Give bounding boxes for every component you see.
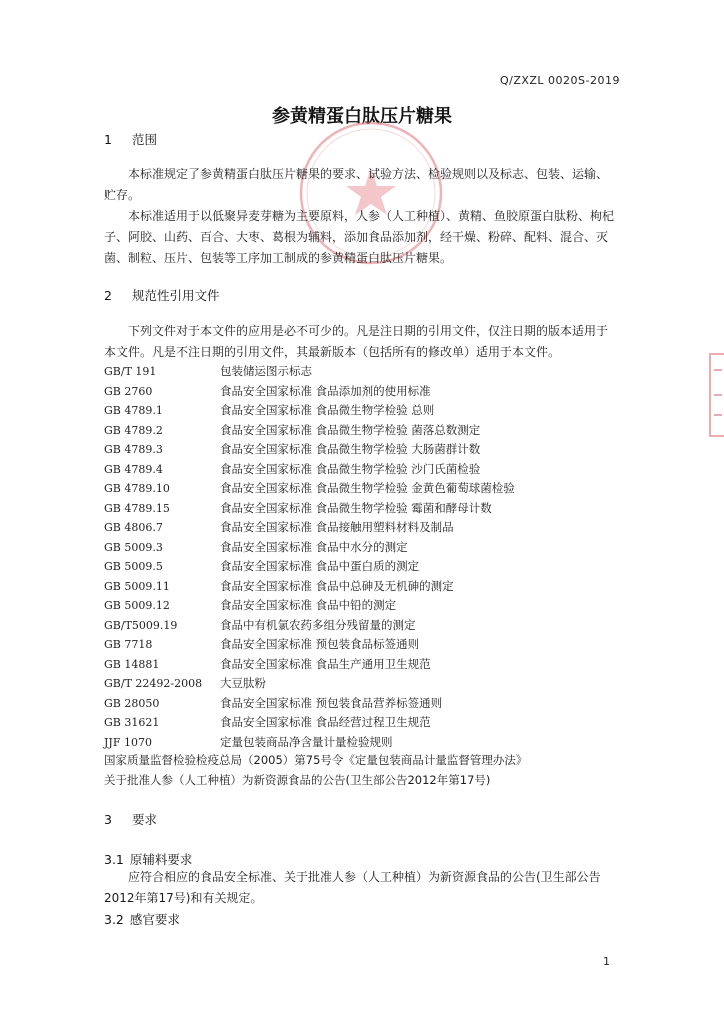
reference-item [104, 596, 624, 616]
scope-paragraph-1: 本标准规定了参黄精蛋白肽压片糖果的要求、试验方法、检验规则以及标志、包装、运输、贮存。 [104, 167, 609, 202]
subsection-3-2-number: 3.2 [104, 912, 124, 927]
section-2-heading [104, 286, 220, 304]
reference-code: GB 7718 [104, 638, 153, 651]
reference-name: 食品安全国家标准 食品接触用塑料材料及制品 [220, 520, 454, 534]
reference-name: 食品安全国家标准 食品微生物学检验 沙门氏菌检验 [220, 461, 481, 476]
reference-name: 食品安全国家标准 预包装食品标签通则 [220, 637, 420, 651]
reference-item [104, 557, 624, 577]
reference-item [104, 401, 624, 421]
reference-item [104, 635, 624, 655]
section-3-heading [104, 810, 157, 828]
reference-code: GB 28050 [104, 696, 160, 710]
reference-name: 食品安全国家标准 食品微生物学检验 菌落总数测定 [220, 422, 481, 437]
standard-number: Q/ZXZL 0020S-2019 [499, 74, 620, 87]
reference-code: GB 4789.2 [104, 423, 163, 437]
reference-item [104, 694, 624, 714]
reference-code: GB 4789.3 [104, 443, 163, 456]
subsection-3-2-title: 感官要求 [129, 912, 180, 927]
reference-item [104, 440, 624, 460]
reference-name: 食品安全国家标准 预包装食品营养标签通则 [220, 695, 443, 710]
reference-name: 食品安全国家标准 食品中水分的测定 [220, 539, 408, 554]
reference-code: GB 5009.11 [104, 579, 170, 593]
reference-code: GB 5009.12 [104, 599, 170, 612]
reference-code: GB 2760 [104, 384, 153, 398]
reference-item [104, 538, 624, 558]
subsection-3-1-heading [104, 850, 192, 868]
raw-material-paragraph: 应符合相应的食品安全标准、关于批准人参（人工种植）为新资源食品的公告(卫生部公告2012年第17号)和有关规定。 [104, 870, 601, 905]
reference-code: GB 5009.5 [104, 560, 163, 573]
reference-item [104, 577, 624, 597]
document-title: 参黄精蛋白肽压片糖果 [272, 106, 452, 127]
reference-name: 食品安全国家标准 食品中蛋白质的测定 [220, 559, 420, 573]
reference-code: GB 4789.15 [104, 501, 170, 515]
reference-name: 食品安全国家标准 食品微生物学检验 霉菌和酵母计数 [220, 500, 492, 515]
reference-item [104, 460, 624, 480]
reference-code: GB/T5009.19 [104, 618, 178, 632]
reference-name: 食品安全国家标准 食品微生物学检验 大肠菌群计数 [220, 442, 481, 456]
reference-code: GB/T 191 [104, 365, 157, 378]
page-number: 1 [603, 955, 610, 968]
reference-item [104, 362, 624, 382]
reference-code: GB/T 22492-2008 [104, 677, 203, 690]
reference-code: GB 5009.3 [104, 540, 163, 554]
reference-name: 定量包装商品净含量计量检验规则 [220, 734, 393, 749]
subsection-3-1-number: 3.1 [104, 852, 124, 867]
reference-code: GB 31621 [104, 716, 160, 729]
reference-name: 食品安全国家标准 食品添加剂的使用标准 [220, 383, 431, 398]
reference-item [104, 674, 624, 694]
reference-name: 食品安全国家标准 食品中总砷及无机砷的测定 [220, 578, 454, 593]
section-3-title: 要求 [132, 812, 158, 827]
reference-name: 食品安全国家标准 食品微生物学检验 金黄色葡萄球菌检验 [220, 481, 515, 495]
section-1-heading [104, 130, 157, 148]
section-1-title: 范围 [132, 132, 158, 147]
reference-name: 食品安全国家标准 食品经营过程卫生规范 [220, 715, 431, 729]
reference-code: GB 4789.1 [104, 404, 163, 417]
section-2-number: 2 [104, 288, 112, 303]
reference-item [104, 421, 624, 441]
section-2-title: 规范性引用文件 [132, 288, 220, 303]
section-3-number: 3 [104, 812, 112, 827]
reference-name: 包装储运图示标志 [220, 364, 312, 378]
reference-code: GB 14881 [104, 657, 160, 671]
reference-list [104, 362, 624, 752]
reference-item [104, 655, 624, 675]
reference-item [104, 616, 624, 636]
reference-name: 大豆肽粉 [220, 676, 266, 690]
reference-extra-1: 国家质量监督检验检疫总局（2005）第75号令《定量包装商品计量监督管理办法》 [104, 753, 528, 767]
reference-item [104, 518, 624, 538]
reference-item [104, 733, 624, 753]
reference-code: GB 4789.10 [104, 482, 170, 495]
reference-code: GB 4806.7 [104, 521, 163, 534]
subsection-3-2-heading [104, 910, 180, 928]
section-1-number: 1 [104, 132, 112, 147]
reference-item [104, 499, 624, 519]
reference-name: 食品安全国家标准 食品微生物学检验 总则 [220, 403, 435, 417]
reference-code: JJF 1070 [104, 735, 152, 749]
reference-item [104, 479, 624, 499]
reference-extra-2: 关于批准人参（人工种植）为新资源食品的公告(卫生部公告2012年第17号) [104, 773, 491, 787]
subsection-3-1-title: 原辅料要求 [129, 852, 193, 867]
reference-name: 食品安全国家标准 食品生产通用卫生规范 [220, 656, 431, 671]
reference-name: 食品安全国家标准 食品中铅的测定 [220, 598, 397, 612]
scope-paragraph-2: 本标准适用于以低聚异麦芽糖为主要原料，人参（人工种植）、黄精、鱼胶原蛋白肽粉、枸杞子、阿胶、山药、百合、大枣、葛根为辅料，添加食品添加剂，经干燥、粉碎、配料、混合、灭菌、制粒、压片、包装等工序加工制成的参黄精蛋白肽压片糖果。 [104, 209, 615, 265]
reference-code: GB 4789.4 [104, 462, 163, 476]
reference-item [104, 382, 624, 402]
edge-seal-icon [704, 350, 724, 440]
reference-name: 食品中有机氯农药多组分残留量的测定 [220, 617, 416, 632]
reference-item [104, 713, 624, 733]
normative-paragraph: 下列文件对于本文件的应用是必不可少的。凡是注日期的引用文件，仅注日期的版本适用于本文件。凡是不注日期的引用文件，其最新版本（包括所有的修改单）适用于本文件。 [104, 324, 609, 359]
